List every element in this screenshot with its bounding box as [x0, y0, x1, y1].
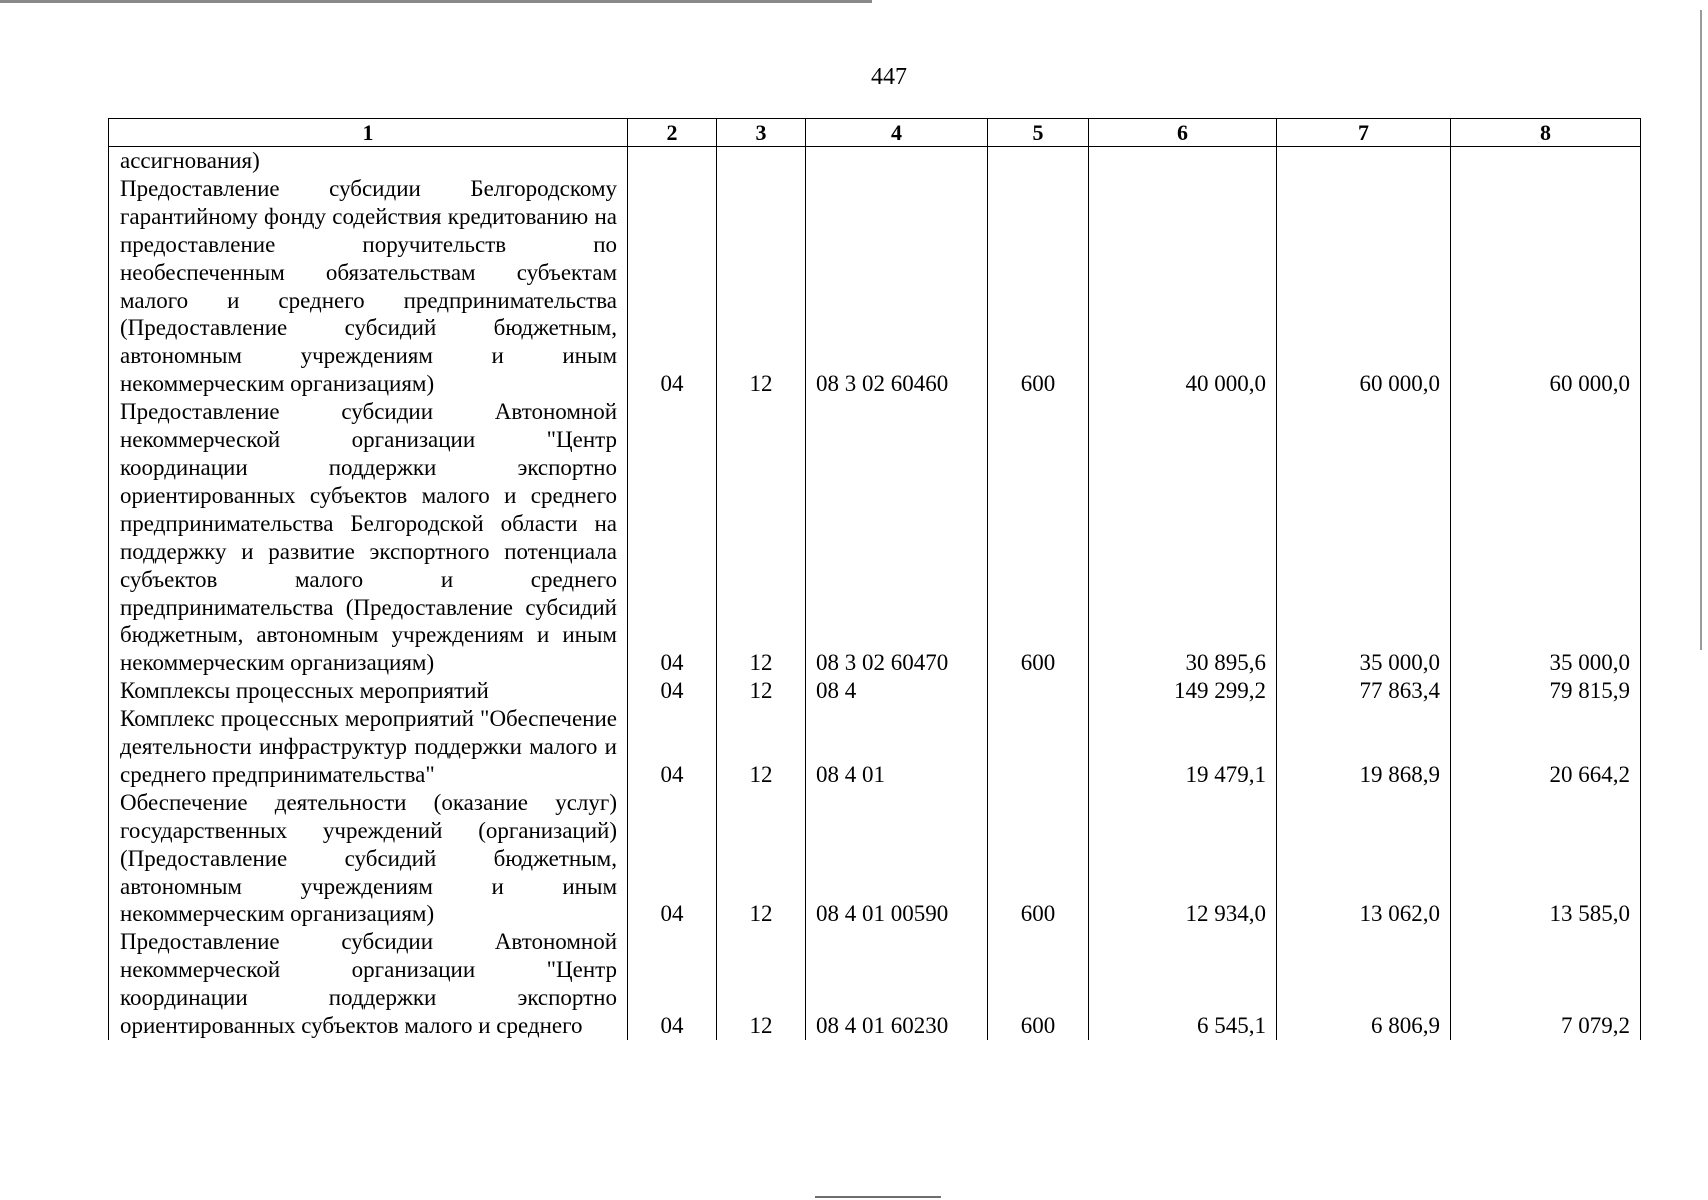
subsection-code	[717, 147, 806, 175]
section-code	[628, 147, 717, 175]
section-code: 04	[628, 789, 717, 929]
amount-col-7: 60 000,0	[1277, 175, 1451, 398]
subsection-code: 12	[717, 928, 806, 1040]
table-row	[109, 789, 1641, 929]
amount-col-6	[1089, 147, 1277, 175]
amount-col-7	[1277, 147, 1451, 175]
table-row	[109, 398, 1641, 677]
amount-col-8	[1451, 147, 1641, 175]
col-header-8: 8	[1451, 119, 1641, 147]
row-description: Предоставление субсидии Автономной некоммерческой организации "Центр координации поддержки экспортно ориентированных субъектов малого и среднего предпринимательства Белгородской области на поддержку и развитие экспортного потенциала субъектов малого и среднего предпринимательства (Предоставление субсидий бюджетным, автономным учреждениям и иным некоммерческим организациям)	[109, 398, 628, 677]
section-code: 04	[628, 677, 717, 705]
table-row	[109, 705, 1641, 789]
amount-col-8: 13 585,0	[1451, 789, 1641, 929]
table-row	[109, 928, 1641, 1040]
target-article-code: 08 4 01 60230	[806, 928, 988, 1040]
table-row	[109, 147, 1641, 175]
amount-col-7: 13 062,0	[1277, 789, 1451, 929]
subsection-code: 12	[717, 398, 806, 677]
amount-col-8: 7 079,2	[1451, 928, 1641, 1040]
target-article-code: 08 3 02 60470	[806, 398, 988, 677]
amount-col-6: 19 479,1	[1089, 705, 1277, 789]
col-header-6: 6	[1089, 119, 1277, 147]
row-description: Предоставление субсидии Автономной некоммерческой организации "Центр координации поддержки экспортно ориентированных субъектов малого и среднего	[109, 928, 628, 1040]
page-number: 447	[871, 64, 907, 90]
amount-col-6: 6 545,1	[1089, 928, 1277, 1040]
col-header-2: 2	[628, 119, 717, 147]
row-description: Комплексы процессных мероприятий	[109, 677, 628, 705]
scan-edge-bottom	[815, 1196, 941, 1198]
table-row	[109, 175, 1641, 398]
target-article-code: 08 4 01	[806, 705, 988, 789]
subsection-code: 12	[717, 175, 806, 398]
section-code: 04	[628, 175, 717, 398]
col-header-1: 1	[109, 119, 628, 147]
section-code: 04	[628, 398, 717, 677]
amount-col-6: 30 895,6	[1089, 398, 1277, 677]
subsection-code: 12	[717, 789, 806, 929]
target-article-code: 08 4	[806, 677, 988, 705]
amount-col-7: 77 863,4	[1277, 677, 1451, 705]
amount-col-7: 19 868,9	[1277, 705, 1451, 789]
table-row	[109, 677, 1641, 705]
amount-col-6: 149 299,2	[1089, 677, 1277, 705]
budget-table	[108, 118, 1641, 1040]
subsection-code: 12	[717, 705, 806, 789]
target-article-code: 08 4 01 00590	[806, 789, 988, 929]
amount-col-6: 40 000,0	[1089, 175, 1277, 398]
section-code: 04	[628, 705, 717, 789]
col-header-4: 4	[806, 119, 988, 147]
target-article-code: 08 3 02 60460	[806, 175, 988, 398]
row-description: Обеспечение деятельности (оказание услуг) государственных учреждений (организаций) (Предоставление субсидий бюджетным, автономным учреждениям и иным некоммерческим организациям)	[109, 789, 628, 929]
expense-type-code	[988, 147, 1089, 175]
amount-col-8: 35 000,0	[1451, 398, 1641, 677]
scan-edge-top	[0, 0, 872, 3]
amount-col-7: 35 000,0	[1277, 398, 1451, 677]
expense-type-code: 600	[988, 928, 1089, 1040]
expense-type-code: 600	[988, 175, 1089, 398]
scan-edge-right	[1700, 10, 1702, 650]
row-description: Предоставление субсидии Белгородскому гарантийному фонду содействия кредитованию на предоставление поручительств по необеспеченным обязательствам субъектам малого и среднего предпринимательства (Предоставление субсидий бюджетным, автономным учреждениям и иным некоммерческим организациям)	[109, 175, 628, 398]
section-code: 04	[628, 928, 717, 1040]
subsection-code: 12	[717, 677, 806, 705]
expense-type-code	[988, 705, 1089, 789]
expense-type-code	[988, 677, 1089, 705]
amount-col-8: 20 664,2	[1451, 705, 1641, 789]
expense-type-code: 600	[988, 789, 1089, 929]
target-article-code	[806, 147, 988, 175]
col-header-5: 5	[988, 119, 1089, 147]
expense-type-code: 600	[988, 398, 1089, 677]
row-description: Комплекс процессных мероприятий "Обеспечение деятельности инфраструктур поддержки малого и среднего предпринимательства"	[109, 705, 628, 789]
amount-col-6: 12 934,0	[1089, 789, 1277, 929]
row-description: ассигнования)	[109, 147, 628, 175]
col-header-3: 3	[717, 119, 806, 147]
col-header-7: 7	[1277, 119, 1451, 147]
amount-col-7: 6 806,9	[1277, 928, 1451, 1040]
amount-col-8: 79 815,9	[1451, 677, 1641, 705]
header-row	[109, 119, 1641, 147]
amount-col-8: 60 000,0	[1451, 175, 1641, 398]
